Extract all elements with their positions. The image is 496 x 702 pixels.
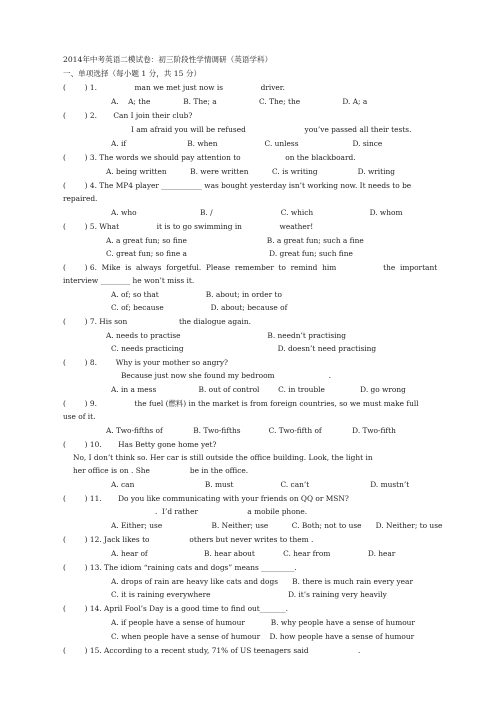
question-line: ( ) 1. man we met just now is driver.: [63, 83, 285, 92]
question-line: use of it.: [63, 412, 96, 421]
question-line: ( ) 7. His son the dialogue again.: [63, 317, 251, 326]
question-line: ( ) 13. The idiom “raining cats and dogs” means _________.: [63, 563, 297, 572]
exam-title: 2014年中考英语二模试卷：初三阶段性学情调研（英语学科）: [63, 55, 273, 64]
question-line: ( ) 11. Do you like communicating with your friends on QQ or MSN?: [63, 494, 349, 503]
question-line: A. in a mess B. out of control C. in trouble D. go wrong: [111, 385, 406, 394]
question-line: C. when people have a sense of humour D. how people have a sense of humour: [111, 632, 415, 641]
question-line: ( ) 5. What it is to go swimming in weather!: [63, 222, 314, 231]
question-line: ( ) 12. Jack likes to others but never writes to them .: [63, 535, 314, 544]
question-line: ( ) 8. Why is your mother so angry?: [63, 358, 229, 367]
question-line: A. hear of B. hear about C. hear from D. hear: [111, 549, 396, 558]
question-line: A. of; so that B. about; in order to: [111, 290, 282, 299]
question-line: C. great fun; so fine a D. great fun; such fine: [106, 249, 353, 258]
question-line: A. who B. / C. which D. whom: [111, 208, 403, 217]
section-heading: 一、单项选择（每小题 1 分，共 15 分）: [63, 69, 202, 78]
question-line: A. a great fun; so fine B. a great fun; such a fine: [106, 236, 364, 245]
question-line: A. if B. when C. unless D. since: [111, 139, 383, 148]
question-line: A. needs to practise B. needn’t practising: [106, 331, 347, 340]
question-line: . I’d rather a mobile phone.: [155, 507, 308, 516]
question-line: I am afraid you will be refused you’ve passed all their tests.: [131, 125, 412, 134]
question-line: A. being written B. were written C. is writing D. writing: [106, 167, 395, 176]
question-line: A. Either; use B. Neither; use C. Both; not to use D. Neither; to use: [111, 521, 443, 530]
question-line: C. of; because D. about; because of: [111, 303, 288, 312]
question-line: her office is on . She be in the office.: [73, 466, 249, 475]
question-line: No, I don’t think so. Her car is still outside the office building. Look, the light in: [73, 453, 373, 462]
question-line: A. A; the B. The; a C. The; the D. A; a: [111, 97, 368, 106]
question-line: ( ) 2. Can I join their club?: [63, 111, 193, 120]
question-line: ( ) 10. Has Betty gone home yet?: [63, 440, 217, 449]
question-line: ( ) 14. April Fool’s Day is a good time to find out_______.: [63, 604, 288, 613]
question-line: ( ) 15. According to a recent study, 71% of US teenagers said .: [63, 646, 361, 655]
question-line: ( ) 4. The MP4 player ___________ was bought yesterday isn’t working now. It needs to be: [63, 181, 412, 190]
question-line: A. can B. must C. can’t D. mustn’t: [111, 480, 410, 489]
question-line: ( ) 6. Mike is always forgetful. Please remember to remind him the important: [63, 263, 438, 272]
question-line: A. Two-fifths of B. Two-fifths C. Two-fifth of D. Two-fifth: [106, 426, 396, 435]
question-line: ( ) 9. the fuel (燃料) in the market is from foreign countries, so we must make full: [63, 399, 419, 408]
question-line: C. it is raining everywhere D. it’s raining very heavily: [111, 590, 387, 599]
question-line: repaired.: [63, 194, 98, 203]
question-line: ( ) 3. The words we should pay attention to on the blackboard.: [63, 153, 356, 162]
question-line: interview ________ he won’t miss it.: [63, 276, 195, 285]
question-line: C. needs practicing D. doesn’t need practising: [111, 344, 377, 353]
question-line: Because just now she found my bedroom .: [121, 371, 331, 380]
question-line: A. drops of rain are heavy like cats and dogs B. there is much rain every year: [111, 577, 413, 586]
question-line: A. if people have a sense of humour B. why people have a sense of humour: [111, 618, 415, 627]
